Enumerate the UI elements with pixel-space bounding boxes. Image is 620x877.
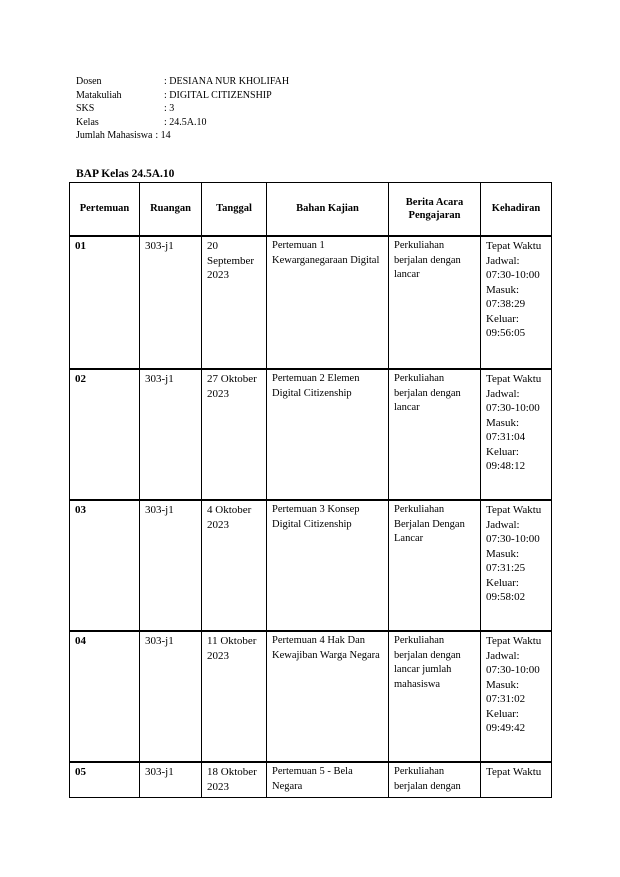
cell-kehadiran: Tepat Waktu Jadwal: 07:30-10:00 Masuk: 07:38:29 Keluar: 09:56:05 <box>481 236 552 369</box>
section-title: BAP Kelas 24.5A.10 <box>76 168 175 180</box>
header-ruangan: Ruangan <box>140 183 202 237</box>
table-row <box>70 369 552 500</box>
kelas-value: : 24.5A.10 <box>164 116 207 128</box>
cell-kehadiran: Tepat Waktu Jadwal: 07:30-10:00 Masuk: 07:31:04 Keluar: 09:48:12 <box>481 369 552 500</box>
bap-table <box>69 182 552 798</box>
cell-tanggal: 4 Oktober 2023 <box>202 500 267 631</box>
kelas-row <box>76 116 289 130</box>
cell-kehadiran: Tepat Waktu <box>481 762 552 798</box>
dosen-value: : DESIANA NUR KHOLIFAH <box>164 76 290 87</box>
table-row <box>70 500 552 631</box>
jumlah-row <box>76 129 289 143</box>
header-tanggal: Tanggal <box>202 183 267 237</box>
cell-pertemuan: 05 <box>70 762 140 798</box>
cell-tanggal: 20 September 2023 <box>202 236 267 369</box>
table-row <box>70 631 552 762</box>
kelas-label: Kelas <box>76 116 99 128</box>
sks-row <box>76 102 289 116</box>
dosen-label: Dosen <box>76 76 102 87</box>
cell-tanggal: 27 Oktober 2023 <box>202 369 267 500</box>
matakuliah-label: Matakuliah <box>76 89 122 101</box>
jumlah-value: : 14 <box>155 130 171 141</box>
cell-pertemuan: 02 <box>70 369 140 500</box>
course-info <box>76 75 289 143</box>
cell-ruangan: 303-j1 <box>140 500 202 631</box>
dosen-row <box>76 75 289 89</box>
sks-label: SKS <box>76 103 95 114</box>
sks-value: : 3 <box>164 103 175 114</box>
table-row <box>70 236 552 369</box>
cell-kehadiran: Tepat Waktu Jadwal: 07:30-10:00 Masuk: 07:31:02 Keluar: 09:49:42 <box>481 631 552 762</box>
cell-berita-acara: Perkuliahan berjalan dengan lancar <box>389 236 481 369</box>
cell-berita-acara: Perkuliahan berjalan dengan lancar <box>389 369 481 500</box>
cell-pertemuan: 03 <box>70 500 140 631</box>
header-bahan-kajian: Bahan Kajian <box>267 183 389 237</box>
header-berita-acara: Berita Acara Pengajaran <box>389 183 481 237</box>
cell-berita-acara: Perkuliahan Berjalan Dengan Lancar <box>389 500 481 631</box>
cell-bahan-kajian: Pertemuan 2 Elemen Digital Citizenship <box>267 369 389 500</box>
jumlah-label: Jumlah Mahasiswa <box>76 130 153 141</box>
cell-kehadiran: Tepat Waktu Jadwal: 07:30-10:00 Masuk: 07:31:25 Keluar: 09:58:02 <box>481 500 552 631</box>
matakuliah-value: : DIGITAL CITIZENSHIP <box>164 89 272 101</box>
table-header-row <box>70 183 552 237</box>
table-row <box>70 762 552 798</box>
cell-bahan-kajian: Pertemuan 1 Kewarganegaraan Digital <box>267 236 389 369</box>
cell-bahan-kajian: Pertemuan 3 Konsep Digital Citizenship <box>267 500 389 631</box>
cell-pertemuan: 01 <box>70 236 140 369</box>
cell-ruangan: 303-j1 <box>140 631 202 762</box>
cell-ruangan: 303-j1 <box>140 236 202 369</box>
header-kehadiran: Kehadiran <box>481 183 552 237</box>
cell-berita-acara: Perkuliahan berjalan dengan <box>389 762 481 798</box>
header-pertemuan: Pertemuan <box>70 183 140 237</box>
cell-tanggal: 18 Oktober 2023 <box>202 762 267 798</box>
matakuliah-row <box>76 89 289 103</box>
cell-berita-acara: Perkuliahan berjalan dengan lancar jumlah mahasiswa <box>389 631 481 762</box>
cell-ruangan: 303-j1 <box>140 762 202 798</box>
cell-bahan-kajian: Pertemuan 4 Hak Dan Kewajiban Warga Negara <box>267 631 389 762</box>
cell-ruangan: 303-j1 <box>140 369 202 500</box>
cell-bahan-kajian: Pertemuan 5 - Bela Negara <box>267 762 389 798</box>
cell-tanggal: 11 Oktober 2023 <box>202 631 267 762</box>
cell-pertemuan: 04 <box>70 631 140 762</box>
